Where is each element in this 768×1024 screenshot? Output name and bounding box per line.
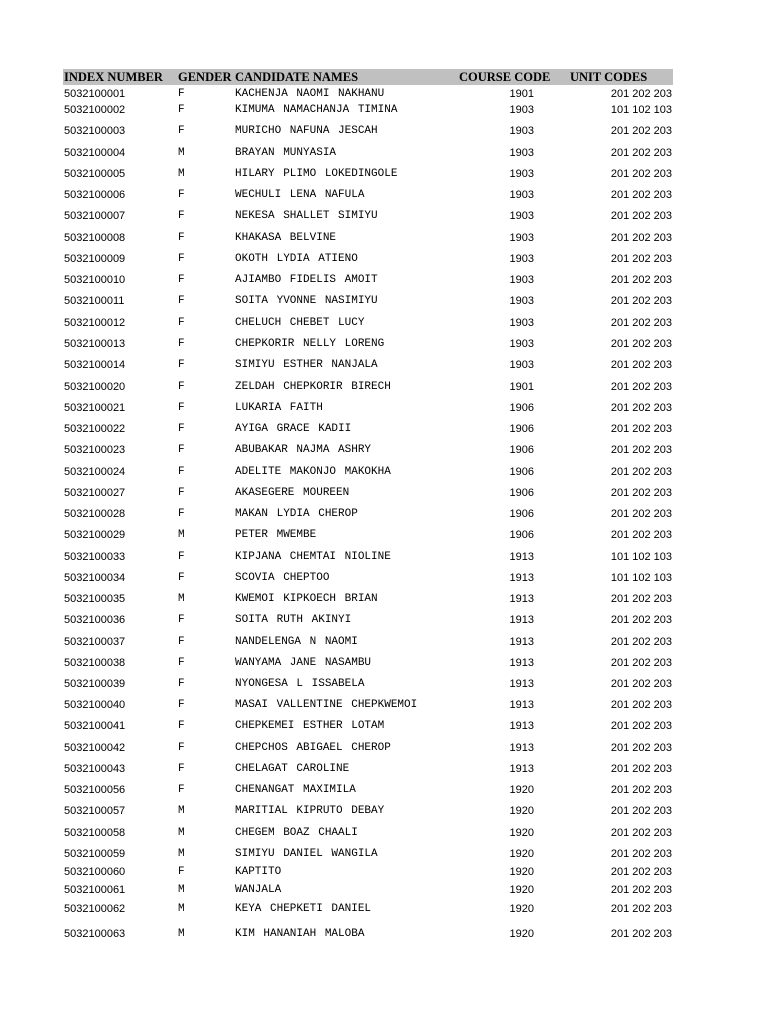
table-row xyxy=(63,358,673,372)
candidate-name-cell: HILARY PLIMO LOKEDINGOLE xyxy=(235,168,398,180)
candidate-name-cell: SIMIYU ESTHER NANJALA xyxy=(235,359,378,371)
index-cell: 5032100062 xyxy=(64,903,126,915)
course-code-cell: 1913 xyxy=(509,614,534,626)
index-cell: 5032100009 xyxy=(64,253,126,265)
index-cell: 5032100005 xyxy=(64,168,126,180)
course-code-cell: 1913 xyxy=(509,593,534,605)
index-cell: 5032100043 xyxy=(64,763,126,775)
index-cell: 5032100029 xyxy=(64,529,126,541)
table-row xyxy=(63,103,673,117)
gender-cell: M xyxy=(178,529,185,541)
candidate-name-cell: OKOTH LYDIA ATIENO xyxy=(235,253,358,265)
unit-codes-cell: 201 202 203 xyxy=(610,848,672,860)
index-cell: 5032100059 xyxy=(64,848,126,860)
course-code-cell: 1920 xyxy=(509,784,534,796)
table-row xyxy=(63,209,673,223)
unit-codes-cell: 201 202 203 xyxy=(610,359,672,371)
gender-cell: F xyxy=(178,699,185,711)
table-row xyxy=(63,719,673,733)
unit-codes-cell: 201 202 203 xyxy=(610,763,672,775)
index-cell: 5032100035 xyxy=(64,593,126,605)
unit-codes-cell: 201 202 203 xyxy=(610,593,672,605)
course-code-cell: 1903 xyxy=(509,147,534,159)
candidate-name-cell: MURICHO NAFUNA JESCAH xyxy=(235,125,378,137)
candidate-name-cell: ADELITE MAKONJO MAKOKHA xyxy=(235,466,391,478)
gender-cell: F xyxy=(178,742,185,754)
index-cell: 5032100060 xyxy=(64,866,126,878)
candidate-name-cell: CHEGEM BOAZ CHAALI xyxy=(235,827,358,839)
table-row xyxy=(63,635,673,649)
gender-cell: F xyxy=(178,402,185,414)
course-code-cell: 1903 xyxy=(509,359,534,371)
course-code-cell: 1903 xyxy=(509,104,534,116)
index-cell: 5032100061 xyxy=(64,884,126,896)
gender-cell: F xyxy=(178,866,185,878)
course-code-cell: 1913 xyxy=(509,657,534,669)
unit-codes-cell: 201 202 203 xyxy=(610,466,672,478)
course-code-cell: 1906 xyxy=(509,444,534,456)
table-row xyxy=(63,741,673,755)
index-cell: 5032100001 xyxy=(64,88,126,100)
table-row xyxy=(63,677,673,691)
gender-cell: F xyxy=(178,720,185,732)
table-header xyxy=(63,69,673,85)
table-row xyxy=(63,762,673,776)
index-cell: 5032100033 xyxy=(64,551,126,563)
candidate-name-cell: NYONGESA L ISSABELA xyxy=(235,678,365,690)
gender-cell: F xyxy=(178,444,185,456)
course-code-cell: 1903 xyxy=(509,295,534,307)
course-code-cell: 1920 xyxy=(509,884,534,896)
candidate-name-cell: WANYAMA JANE NASAMBU xyxy=(235,657,372,669)
table-row xyxy=(63,124,673,138)
course-code-cell: 1903 xyxy=(509,168,534,180)
candidate-name-cell: KAPTITO xyxy=(235,866,282,878)
table-row xyxy=(63,902,673,916)
course-code-cell: 1903 xyxy=(509,125,534,137)
gender-cell: F xyxy=(178,614,185,626)
table-row xyxy=(63,783,673,797)
index-cell: 5032100057 xyxy=(64,805,126,817)
table-row xyxy=(63,252,673,266)
gender-cell: F xyxy=(178,338,185,350)
index-cell: 5032100002 xyxy=(64,104,126,116)
table-row xyxy=(63,826,673,840)
candidate-name-cell: KIM HANANIAH MALOBA xyxy=(235,928,365,940)
unit-codes-cell: 201 202 203 xyxy=(610,381,672,393)
unit-codes-cell: 201 202 203 xyxy=(610,614,672,626)
candidate-name-cell: SIMIYU DANIEL WANGILA xyxy=(235,848,378,860)
table-row xyxy=(63,401,673,415)
unit-codes-cell: 101 102 103 xyxy=(610,104,672,116)
course-code-cell: 1920 xyxy=(509,866,534,878)
unit-codes-cell: 201 202 203 xyxy=(610,903,672,915)
unit-codes-cell: 201 202 203 xyxy=(610,805,672,817)
course-code-cell: 1906 xyxy=(509,487,534,499)
table-row xyxy=(63,465,673,479)
course-code-cell: 1913 xyxy=(509,551,534,563)
course-code-cell: 1903 xyxy=(509,253,534,265)
unit-codes-cell: 201 202 203 xyxy=(610,529,672,541)
unit-codes-cell: 201 202 203 xyxy=(610,295,672,307)
table-row xyxy=(63,613,673,627)
table-row xyxy=(63,507,673,521)
candidate-name-cell: KEYA CHEPKETI DANIEL xyxy=(235,903,372,915)
candidate-name-cell: PETER MWEMBE xyxy=(235,529,317,541)
gender-cell: F xyxy=(178,232,185,244)
candidate-name-cell: CHEPCHOS ABIGAEL CHEROP xyxy=(235,742,391,754)
unit-codes-cell: 201 202 203 xyxy=(610,928,672,940)
index-cell: 5032100006 xyxy=(64,189,126,201)
course-code-cell: 1906 xyxy=(509,508,534,520)
table-row xyxy=(63,804,673,818)
unit-codes-cell: 201 202 203 xyxy=(610,147,672,159)
unit-codes-cell: 201 202 203 xyxy=(610,232,672,244)
gender-cell: M xyxy=(178,593,185,605)
candidate-name-cell: SOITA RUTH AKINYI xyxy=(235,614,352,626)
index-cell: 5032100012 xyxy=(64,317,126,329)
unit-codes-cell: 201 202 203 xyxy=(610,508,672,520)
table-row xyxy=(63,443,673,457)
candidate-name-cell: WECHULI LENA NAFULA xyxy=(235,189,365,201)
candidate-name-cell: CHENANGAT MAXIMILA xyxy=(235,784,356,796)
gender-cell: F xyxy=(178,210,185,222)
candidate-name-cell: AKASEGERE MOUREEN xyxy=(235,487,350,499)
candidate-name-cell: CHELAGAT CAROLINE xyxy=(235,763,350,775)
index-cell: 5032100003 xyxy=(64,125,126,137)
candidate-name-cell: KACHENJA NAOMI NAKHANU xyxy=(235,88,385,100)
course-code-cell: 1901 xyxy=(509,88,534,100)
gender-cell: F xyxy=(178,678,185,690)
unit-codes-cell: 201 202 203 xyxy=(610,210,672,222)
table-row xyxy=(63,316,673,330)
gender-cell: M xyxy=(178,805,185,817)
candidate-name-cell: SOITA YVONNE NASIMIYU xyxy=(235,295,378,307)
table-row xyxy=(63,486,673,500)
gender-cell: F xyxy=(178,487,185,499)
index-cell: 5032100058 xyxy=(64,827,126,839)
index-cell: 5032100007 xyxy=(64,210,126,222)
gender-cell: M xyxy=(178,903,185,915)
unit-codes-cell: 201 202 203 xyxy=(610,784,672,796)
unit-codes-cell: 201 202 203 xyxy=(610,657,672,669)
table-row xyxy=(63,422,673,436)
index-cell: 5032100021 xyxy=(64,402,126,414)
candidate-name-cell: ZELDAH CHEPKORIR BIRECH xyxy=(235,381,391,393)
candidate-name-cell: KIMUMA NAMACHANJA TIMINA xyxy=(235,104,398,116)
table-row xyxy=(63,231,673,245)
table-row xyxy=(63,550,673,564)
unit-codes-cell: 201 202 203 xyxy=(610,189,672,201)
gender-cell: F xyxy=(178,274,185,286)
unit-codes-cell: 201 202 203 xyxy=(610,274,672,286)
gender-cell: F xyxy=(178,657,185,669)
table-row xyxy=(63,883,673,897)
unit-codes-cell: 201 202 203 xyxy=(610,444,672,456)
course-code-cell: 1913 xyxy=(509,572,534,584)
header-candidate-names: CANDIDATE NAMES xyxy=(235,70,359,84)
gender-cell: M xyxy=(178,848,185,860)
gender-cell: F xyxy=(178,253,185,265)
index-cell: 5032100024 xyxy=(64,466,126,478)
course-code-cell: 1903 xyxy=(509,210,534,222)
course-code-cell: 1906 xyxy=(509,466,534,478)
gender-cell: F xyxy=(178,636,185,648)
candidate-name-cell: WANJALA xyxy=(235,884,282,896)
candidate-name-cell: LUKARIA FAITH xyxy=(235,402,323,414)
index-cell: 5032100040 xyxy=(64,699,126,711)
unit-codes-cell: 201 202 203 xyxy=(610,253,672,265)
unit-codes-cell: 201 202 203 xyxy=(610,866,672,878)
course-code-cell: 1913 xyxy=(509,742,534,754)
gender-cell: M xyxy=(178,147,185,159)
gender-cell: F xyxy=(178,466,185,478)
table-row xyxy=(63,380,673,394)
course-code-cell: 1913 xyxy=(509,699,534,711)
index-cell: 5032100022 xyxy=(64,423,126,435)
unit-codes-cell: 201 202 203 xyxy=(610,678,672,690)
candidate-name-cell: KIPJANA CHEMTAI NIOLINE xyxy=(235,551,391,563)
table-row xyxy=(63,865,673,879)
course-code-cell: 1901 xyxy=(509,381,534,393)
header-index-number: INDEX NUMBER xyxy=(64,70,163,84)
candidate-name-cell: CHEPKEMEI ESTHER LOTAM xyxy=(235,720,385,732)
index-cell: 5032100034 xyxy=(64,572,126,584)
index-cell: 5032100014 xyxy=(64,359,126,371)
index-cell: 5032100027 xyxy=(64,487,126,499)
gender-cell: F xyxy=(178,508,185,520)
table-row xyxy=(63,188,673,202)
unit-codes-cell: 101 102 103 xyxy=(610,551,672,563)
candidate-name-cell: BRAYAN MUNYASIA xyxy=(235,147,337,159)
index-cell: 5032100020 xyxy=(64,381,126,393)
index-cell: 5032100010 xyxy=(64,274,126,286)
unit-codes-cell: 201 202 203 xyxy=(610,742,672,754)
unit-codes-cell: 201 202 203 xyxy=(610,168,672,180)
gender-cell: F xyxy=(178,125,185,137)
table-row xyxy=(63,273,673,287)
candidate-name-cell: KHAKASA BELVINE xyxy=(235,232,337,244)
index-cell: 5032100011 xyxy=(64,295,125,307)
table-row xyxy=(63,87,673,101)
course-code-cell: 1920 xyxy=(509,848,534,860)
table-row xyxy=(63,698,673,712)
index-cell: 5032100028 xyxy=(64,508,126,520)
index-cell: 5032100041 xyxy=(64,720,126,732)
index-cell: 5032100042 xyxy=(64,742,126,754)
gender-cell: F xyxy=(178,317,185,329)
course-code-cell: 1920 xyxy=(509,928,534,940)
course-code-cell: 1903 xyxy=(509,274,534,286)
table-row xyxy=(63,528,673,542)
gender-cell: F xyxy=(178,359,185,371)
index-cell: 5032100037 xyxy=(64,636,126,648)
unit-codes-cell: 201 202 203 xyxy=(610,636,672,648)
gender-cell: M xyxy=(178,827,185,839)
unit-codes-cell: 201 202 203 xyxy=(610,884,672,896)
course-code-cell: 1903 xyxy=(509,338,534,350)
candidate-name-cell: MAKAN LYDIA CHEROP xyxy=(235,508,358,520)
course-code-cell: 1920 xyxy=(509,805,534,817)
course-code-cell: 1913 xyxy=(509,678,534,690)
unit-codes-cell: 201 202 203 xyxy=(610,125,672,137)
unit-codes-cell: 201 202 203 xyxy=(610,487,672,499)
candidate-name-cell: SCOVIA CHEPTOO xyxy=(235,572,330,584)
course-code-cell: 1903 xyxy=(509,189,534,201)
course-code-cell: 1920 xyxy=(509,903,534,915)
index-cell: 5032100013 xyxy=(64,338,126,350)
candidate-name-cell: KWEMOI KIPKOECH BRIAN xyxy=(235,593,378,605)
gender-cell: F xyxy=(178,551,185,563)
candidate-name-cell: MARITIAL KIPRUTO DEBAY xyxy=(235,805,385,817)
course-code-cell: 1913 xyxy=(509,720,534,732)
index-cell: 5032100023 xyxy=(64,444,126,456)
index-cell: 5032100056 xyxy=(64,784,126,796)
unit-codes-cell: 201 202 203 xyxy=(610,338,672,350)
unit-codes-cell: 201 202 203 xyxy=(610,423,672,435)
gender-cell: F xyxy=(178,423,185,435)
gender-cell: M xyxy=(178,884,185,896)
course-code-cell: 1906 xyxy=(509,423,534,435)
gender-cell: F xyxy=(178,104,185,116)
candidate-name-cell: MASAI VALLENTINE CHEPKWEMOI xyxy=(235,699,418,711)
header-unit-codes: UNIT CODES xyxy=(570,70,648,84)
unit-codes-cell: 201 202 203 xyxy=(610,402,672,414)
gender-cell: F xyxy=(178,88,185,100)
table-row xyxy=(63,592,673,606)
course-code-cell: 1913 xyxy=(509,763,534,775)
table-row xyxy=(63,571,673,585)
course-code-cell: 1903 xyxy=(509,317,534,329)
gender-cell: F xyxy=(178,784,185,796)
table-row xyxy=(63,927,673,941)
gender-cell: M xyxy=(178,928,185,940)
gender-cell: F xyxy=(178,189,185,201)
candidate-name-cell: CHEPKORIR NELLY LORENG xyxy=(235,338,385,350)
unit-codes-cell: 201 202 203 xyxy=(610,88,672,100)
table-row xyxy=(63,656,673,670)
index-cell: 5032100004 xyxy=(64,147,126,159)
gender-cell: F xyxy=(178,763,185,775)
index-cell: 5032100038 xyxy=(64,657,126,669)
unit-codes-cell: 201 202 203 xyxy=(610,699,672,711)
index-cell: 5032100036 xyxy=(64,614,126,626)
candidate-name-cell: AJIAMBO FIDELIS AMOIT xyxy=(235,274,378,286)
course-code-cell: 1903 xyxy=(509,232,534,244)
gender-cell: M xyxy=(178,168,185,180)
index-cell: 5032100008 xyxy=(64,232,126,244)
table-row xyxy=(63,337,673,351)
unit-codes-cell: 201 202 203 xyxy=(610,827,672,839)
gender-cell: F xyxy=(178,295,185,307)
course-code-cell: 1913 xyxy=(509,636,534,648)
candidate-name-cell: NANDELENGA N NAOMI xyxy=(235,636,358,648)
unit-codes-cell: 101 102 103 xyxy=(610,572,672,584)
gender-cell: F xyxy=(178,381,185,393)
index-cell: 5032100039 xyxy=(64,678,126,690)
table-row xyxy=(63,294,673,308)
gender-cell: F xyxy=(178,572,185,584)
unit-codes-cell: 201 202 203 xyxy=(610,317,672,329)
candidate-name-cell: AYIGA GRACE KADII xyxy=(235,423,352,435)
index-cell: 5032100063 xyxy=(64,928,126,940)
course-code-cell: 1906 xyxy=(509,402,534,414)
course-code-cell: 1906 xyxy=(509,529,534,541)
candidate-name-cell: NEKESA SHALLET SIMIYU xyxy=(235,210,378,222)
header-course-code: COURSE CODE xyxy=(459,70,551,84)
table-row xyxy=(63,847,673,861)
unit-codes-cell: 201 202 203 xyxy=(610,720,672,732)
table-row xyxy=(63,167,673,181)
course-code-cell: 1920 xyxy=(509,827,534,839)
candidate-name-cell: CHELUCH CHEBET LUCY xyxy=(235,317,365,329)
header-gender: GENDER xyxy=(178,70,232,84)
table-row xyxy=(63,146,673,160)
candidate-name-cell: ABUBAKAR NAJMA ASHRY xyxy=(235,444,372,456)
